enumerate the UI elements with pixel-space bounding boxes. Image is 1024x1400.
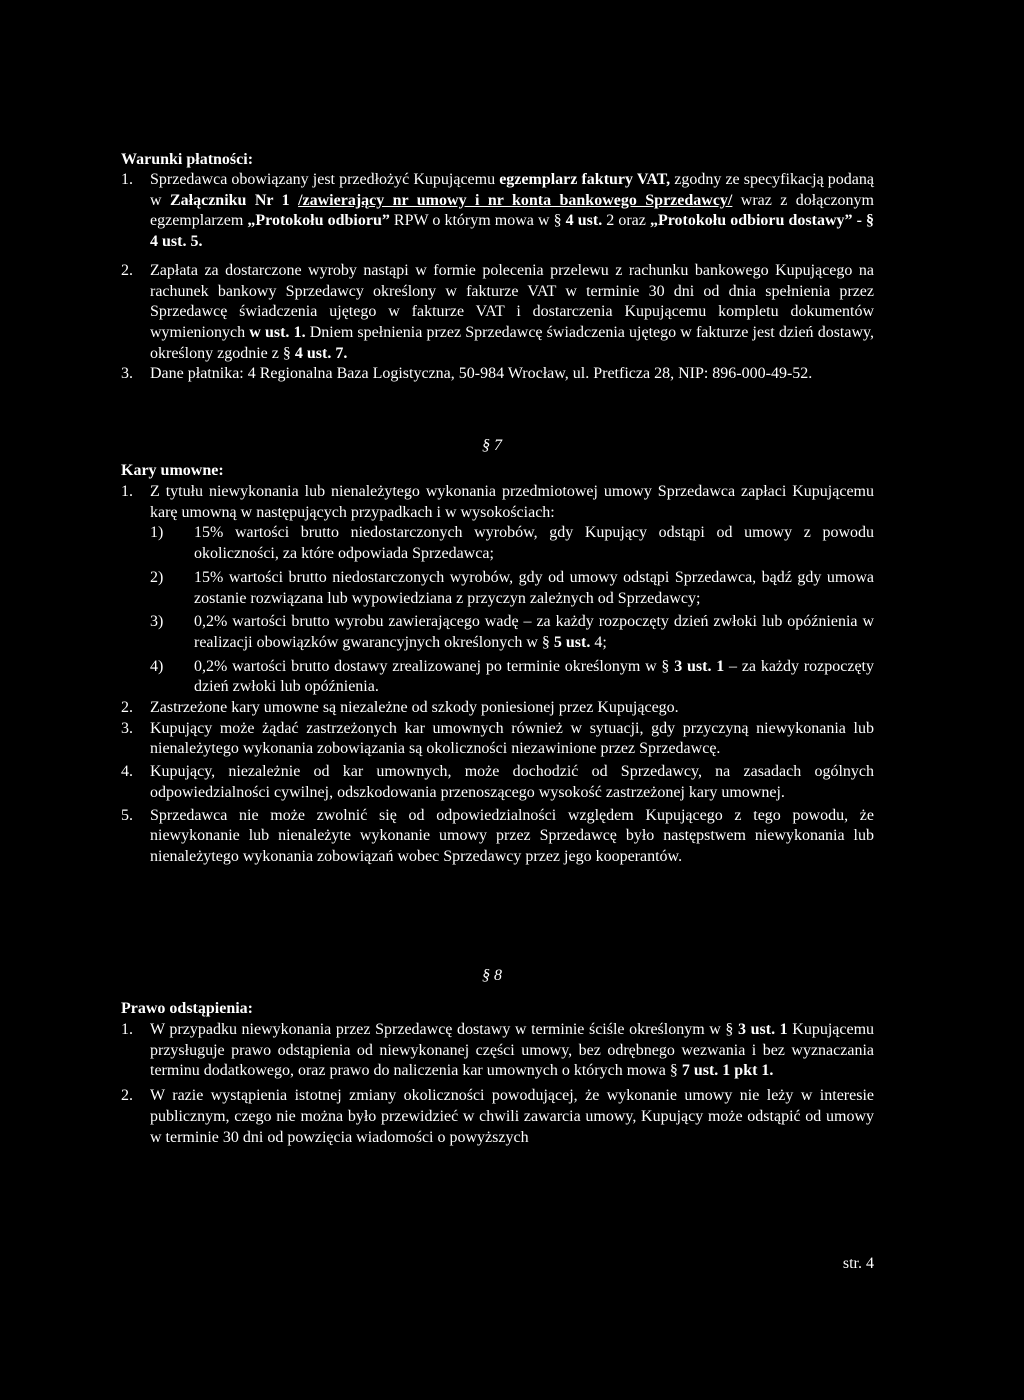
list-item: 1. Sprzedawca obowiązany jest przedłożyć Kupującemu egzemplarz faktury VAT, zgodny ze specyfikacją podaną w Załączniku Nr 1 /zawierający nr umowy i nr konta bankowego Sprzedawcy/ wraz z dołączonym egzemplarzem „Protokołu odbioru” RPW o którym mowa w § 4 ust. 2 oraz „Protokołu odbioru dostawy” - § 4 ust. 5. xyxy=(121,171,875,251)
list-item: 3) 0,2% wartości brutto wyrobu zawierającego wadę – za każdy rozpoczęty dzień zwłoki lub opóźnienia w realizacji obowiązków gwarancyjnych określonych w § 5 ust. 4; xyxy=(150,613,874,651)
list-item: 1) 15% wartości brutto niedostarczonych wyrobów, gdy Kupujący odstąpi od umowy z powodu okoliczności, za które odpowiada Sprzedawca; xyxy=(150,524,874,563)
withdrawal-list xyxy=(121,1020,874,1148)
list-item: 4) 0,2% wartości brutto dostawy zrealizowanej po terminie określonym w § 3 ust. 1 – za każdy rozpoczęty dzień zwłoki lub opóźnienia. xyxy=(150,657,874,696)
penalty-cases-list xyxy=(150,523,874,698)
payment-terms-list xyxy=(121,170,874,385)
list-item: 3. Kupujący może żądać zastrzeżonych kar umownych również w sytuacji, gdy przyczyną niewykonania lub nienależytego wykonania zobowiązania są okoliczności niezawinione przez Sprzedawcę. xyxy=(121,719,874,758)
list-item: 1. Z tytułu niewykonania lub nienależytego wykonania przedmiotowej umowy Sprzedawca zapłaci Kupującemu karę umowną w następujących przypadkach i w wysokościach: 1) 15% wartości brutto niedostarczonych wyrobów, gdy Kupujący odstąpi od umowy z powodu okoliczności, za które odpowiada Sprzedawca; 2) 15% wartości brutto niedostarczonych wyrobów, gdy od umowy odstąpi Sprzedawca, bądź gdy umowa zostanie rozwiązana lub wypowiedziana z przyczyn zależnych od Sprzedawcy; 3) 0,2% wartości brutto wyrobu zawierającego wadę – za każdy rozpoczęty dzień zwłoki lub opóźnienia w realizacji obowiązków gwarancyjnych określonych w § 5 ust. 4; 4) 0,2% wartości brutto dostawy zrealizowanej po terminie określonym w § 3 ust. 1 – za każdy rozpoczęty dzień zwłoki lub opóźnienia. xyxy=(121,482,874,698)
list-item: 4. Kupujący, niezależnie od kar umownych, może dochodzić od Sprzedawcy, na zasadach ogólnych odpowiedzialności cywilnej, odszkodowania przenoszącego wysokość zastrzeżonej kary umownej. xyxy=(121,763,874,801)
section-heading-withdrawal: Prawo odstąpienia: xyxy=(121,1000,253,1017)
section-heading-payment: Warunki płatności: xyxy=(121,151,254,168)
section-mark-8: § 8 xyxy=(482,967,502,984)
section-mark-7: § 7 xyxy=(482,437,502,454)
list-item: 1. W przypadku niewykonania przez Sprzedawcę dostawy w terminie ściśle określonym w § 3 ust. 1 Kupującemu przysługuje prawo odstąpienia od niewykonanej części umowy, bez odrębnego wezwania i bez wyznaczania terminu dodatkowego, oraz prawo do naliczenia kar umownych o których mowa § 7 ust. 1 pkt 1. xyxy=(121,1021,875,1080)
list-item: 2. Zastrzeżone kary umowne są niezależne od szkody poniesionej przez Kupującego. xyxy=(121,699,679,717)
list-item: 2. Zapłata za dostarczone wyroby nastąpi w formie polecenia przelewu z rachunku bankowego Kupującego na rachunek bankowy Sprzedawcy określony w fakturze VAT w terminie 30 dni od dnia spełnienia przez Sprzedawcę świadczenia ujętego w fakturze VAT i dostarczenia Kupującemu kompletu dokumentów wymienionych w ust. 1. Dniem spełnienia przez Sprzedawcę świadczenia ujętego w fakturze jest dzień dostawy, określony zgodnie z § 4 ust. 7. xyxy=(121,261,874,362)
section-heading-penalties: Kary umowne: xyxy=(121,462,224,479)
page-number: str. 4 xyxy=(842,1255,874,1272)
penalties-list xyxy=(121,482,874,868)
list-item: 2. W razie wystąpienia istotnej zmiany okoliczności powodującej, że wykonanie umowy nie leży w interesie publicznym, czego nie można było przewidzieć w chwili zawarcia umowy, Kupujący może odstąpić od umowy w terminie 30 dni od powzięcia wiadomości o powyższych xyxy=(121,1087,874,1146)
list-item: 2) 15% wartości brutto niedostarczonych wyrobów, gdy od umowy odstąpi Sprzedawca, bądź gdy umowa zostanie rozwiązana lub wypowiedziana z przyczyn zależnych od Sprzedawcy; xyxy=(150,568,874,607)
list-item: 3. Dane płatnika: 4 Regionalna Baza Logistyczna, 50-984 Wrocław, ul. Pretficza 28, NIP: 896-000-49-52. xyxy=(121,365,813,383)
list-item: 5. Sprzedawca nie może zwolnić się od odpowiedzialności względem Kupującego z tego powodu, że niewykonanie lub nienależyte wykonanie umowy przez Sprzedawcę było następstwem niewykonania lub nienależytego wykonania zobowiązań wobec Sprzedawcy przez jego kooperantów. xyxy=(121,806,874,865)
